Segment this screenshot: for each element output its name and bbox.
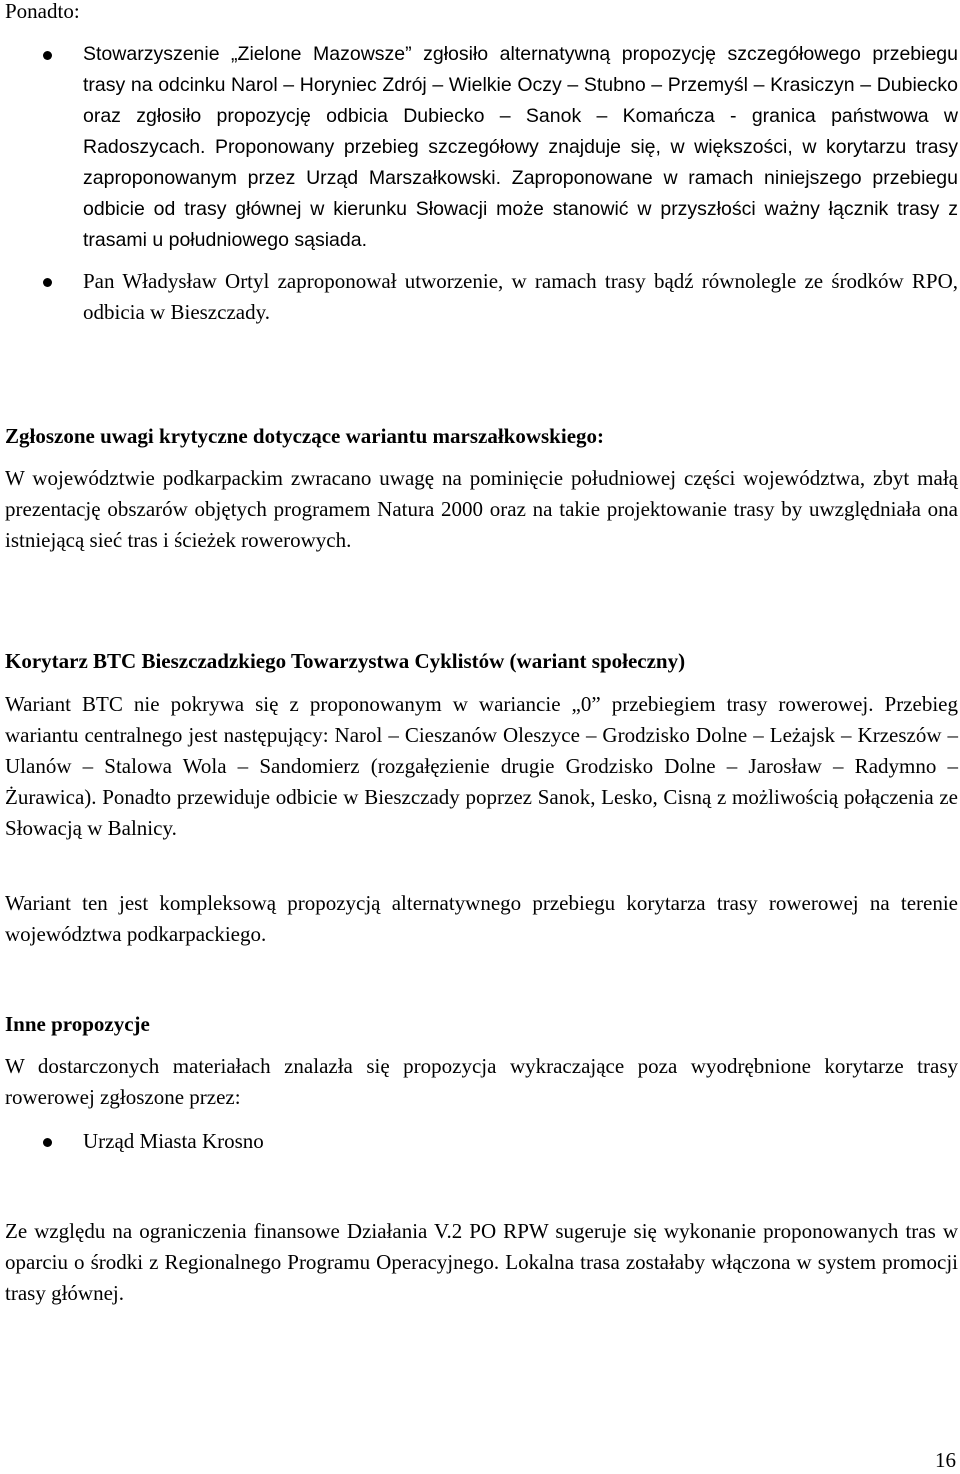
section-paragraph-btc-1: Wariant BTC nie pokrywa się z proponowanym w wariancie „0” przebiegiem trasy rowerowej. Przebieg wariantu centralnego jest następujący: Narol – Cieszanów Oleszyce – Grodzisko Dolne – Leżajsk – Krzeszów – Ulanów – Stalowa Wola – Sandomierz (rozgałęzienie drugie Grodzisko Dolne – Jarosław – Radymno – Żurawica). Ponadto przewiduje odbicie w Bieszczady poprzez Sanok, Lesko, Cisną z możliwością połączenia ze Słowacją w Balnicy. (5, 692, 958, 840)
section-heading-other: Inne propozycje (5, 1012, 150, 1036)
list-item-text: Pan Władysław Ortyl zaproponował utworzenie, w ramach trasy bądź równolegle ze środków RPO, odbicia w Bieszczady. (83, 269, 958, 324)
section-paragraph-btc-2: Wariant ten jest kompleksową propozycją alternatywnego przebiegu korytarza trasy rowerowej na terenie województwa podkarpackiego. (5, 891, 958, 946)
page-number: 16 (935, 1448, 956, 1472)
list-item (0, 1126, 960, 1157)
bullet-dot-icon (43, 278, 52, 287)
list-item-text: Stowarzyszenie „Zielone Mazowsze” zgłosiło alternatywną propozycję szczegółowego przebiegu trasy na odcinku Narol – Horyniec Zdrój – Wielkie Oczy – Stubno – Przemyśl – Krasiczyn – Dubiecko oraz zgłosiło propozycję odbicia Dubiecko – Sanok – Komańcza - granica państwowa w Radoszycach. Proponowany przebieg szczegółowy znajduje się, w większości, w korytarzu trasy zaproponowanym przez Urząd Marszałkowski. Zaproponowane w ramach niniejszego przebiegu odbicie od trasy głównej w kierunku Słowacji może stanowić w przyszłości ważny łącznik trasy z trasami u południowego sąsiada. (83, 43, 958, 251)
section-heading-critical: Zgłoszone uwagi krytyczne dotyczące wariantu marszałkowskiego: (5, 424, 605, 448)
section-heading-btc: Korytarz BTC Bieszczadzkiego Towarzystwa Cyklistów (wariant społeczny) (5, 649, 686, 673)
section-paragraph-other: W dostarczonych materiałach znalazła się propozycja wykraczające poza wyodrębnione korytarze trasy rowerowej zgłoszone przez: (5, 1054, 958, 1109)
top-bullet-list (0, 39, 960, 328)
list-item-text: Urząd Miasta Krosno (83, 1129, 264, 1153)
other-bullet-list (0, 1126, 960, 1157)
list-item (0, 39, 960, 256)
list-item (0, 266, 960, 328)
closing-paragraph: Ze względu na ograniczenia finansowe Działania V.2 PO RPW sugeruje się wykonanie proponowanych tras w oparciu o środki z Regionalnego Programu Operacyjnego. Lokalna trasa zostałaby włączona w system promocji trasy głównej. (5, 1219, 958, 1305)
bullet-dot-icon (43, 1138, 52, 1147)
bullet-dot-icon (43, 51, 52, 60)
section-paragraph-critical: W województwie podkarpackim zwracano uwagę na pominięcie południowej części województwa, zbyt małą prezentację obszarów objętych programem Natura 2000 oraz na takie projektowanie trasy by uwzględniała ona istniejącą sieć tras i ścieżek rowerowych. (5, 466, 958, 552)
intro-label: Ponadto: (5, 0, 80, 23)
